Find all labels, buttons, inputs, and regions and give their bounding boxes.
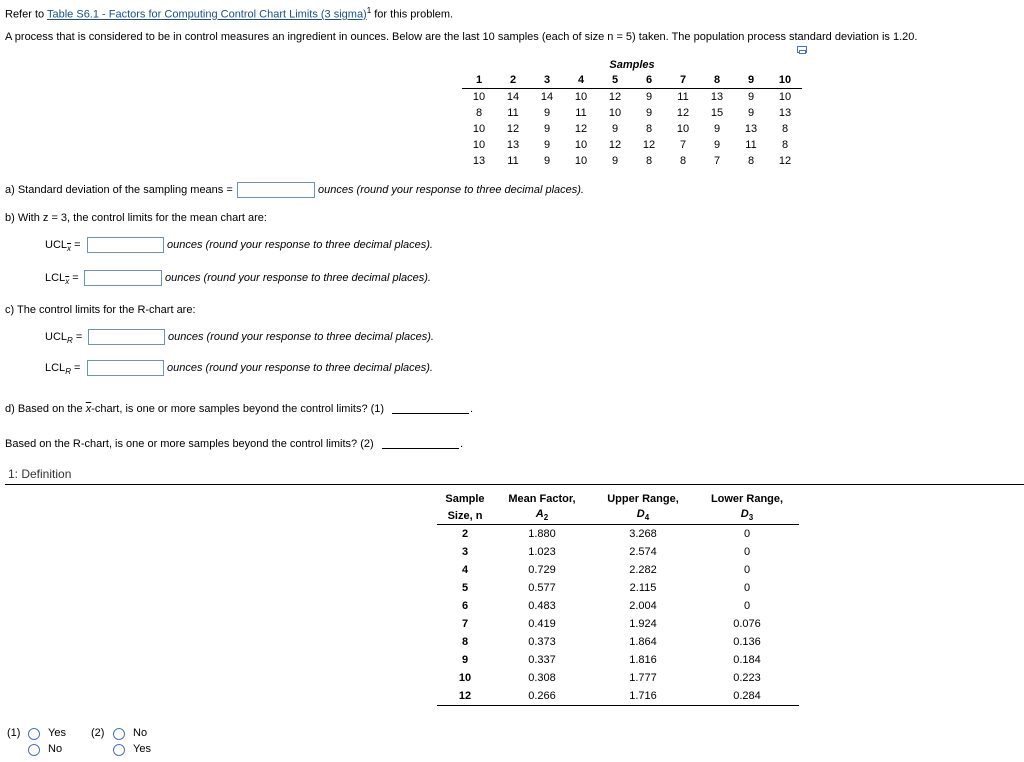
question-a-suffix: ounces (round your response to three decimal places).	[318, 184, 584, 196]
sample-cell: 10	[676, 123, 690, 135]
sample-cell: 9	[611, 155, 619, 167]
factor-header-top: Lower Range,	[710, 492, 784, 505]
sample-row	[462, 137, 802, 153]
sample-cell: 10	[574, 139, 588, 151]
ucl-r-label: $UCL_R$ =	[45, 331, 83, 346]
factor-header-bottom: $A_2$	[493, 507, 591, 525]
factor-row	[437, 669, 799, 687]
lcl-x-label: $LCL_{\overline{x}}$ =	[45, 272, 79, 287]
sample-cell: 9	[543, 107, 551, 119]
sample-header: 1	[462, 72, 496, 89]
lcl-r-input[interactable]	[87, 360, 164, 376]
sample-cell: 12	[608, 91, 622, 103]
lcl-x-suffix: ounces (round your response to three decimal places).	[165, 272, 431, 284]
table-link[interactable]: Table S6.1 - Factors for Computing Control Chart Limits (3 sigma)	[47, 8, 367, 21]
factor-header-bottom: $D_3$	[695, 507, 799, 525]
sample-header: 4	[564, 72, 598, 89]
sample-cell: 10	[574, 91, 588, 103]
sample-cell: 10	[574, 155, 588, 167]
samples-title: Samples	[609, 59, 655, 71]
factor-cell: 5	[461, 582, 469, 594]
sample-cell: 13	[710, 91, 724, 103]
sample-cell: 11	[507, 107, 519, 119]
q2-radio-yes[interactable]	[113, 744, 125, 756]
sample-cell: 9	[543, 139, 551, 151]
question-d2-label: Based on the R-chart, is one or more samples beyond the control limits? (2)	[5, 438, 374, 450]
factor-cell: 0.184	[733, 654, 761, 666]
sample-cell: 12	[676, 107, 690, 119]
sample-header: 6	[632, 72, 666, 89]
sample-cell: 14	[506, 91, 520, 103]
sample-cell: 12	[574, 123, 588, 135]
ucl-r-suffix: ounces (round your response to three decimal places).	[168, 331, 434, 343]
question-d-label: d) Based on the $\overline{x}$-chart, is one or more samples beyond the control limits? (1)	[5, 403, 385, 415]
factor-row	[437, 615, 799, 633]
factor-header-top: Mean Factor,	[508, 492, 576, 505]
problem-text: A process that is considered to be in control measures an ingredient in ounces. Below are the last 10 samples (each of size n = 5) taken. The population process standard deviation is 1.20.	[5, 31, 918, 43]
sample-header: 5	[598, 72, 632, 89]
lcl-x-input[interactable]	[84, 270, 162, 286]
sample-header: 8	[700, 72, 734, 89]
std-dev-means-input[interactable]	[237, 182, 315, 198]
question-c-label: c) The control limits for the R-chart are:	[5, 304, 196, 316]
sample-cell: 8	[645, 123, 653, 135]
factor-header-bottom: $D_4$	[591, 507, 695, 525]
factor-cell: 0	[743, 546, 751, 558]
factor-cell: 1.023	[528, 546, 556, 558]
lcl-r-suffix: ounces (round your response to three decimal places).	[167, 362, 433, 374]
factor-cell: 3.268	[629, 528, 657, 540]
sample-cell: 8	[475, 107, 483, 119]
factor-cell: 0	[743, 582, 751, 594]
factor-cell: 2.574	[629, 546, 657, 558]
factor-row	[437, 651, 799, 669]
factor-cell: 10	[458, 672, 472, 684]
q1-option-no-label: No	[48, 743, 63, 755]
sample-cell: 12	[778, 155, 792, 167]
question-a-label: a) Standard deviation of the sampling means =	[5, 184, 233, 196]
intro-line: Refer to Table S6.1 - Factors for Computing Control Chart Limits (3 sigma)$^1$ for this problem.	[5, 6, 454, 21]
factor-cell: 1.924	[629, 618, 657, 630]
ucl-r-input[interactable]	[88, 329, 165, 345]
factor-cell: 0.577	[528, 582, 556, 594]
factor-row	[437, 525, 799, 544]
factor-cell: 6	[461, 600, 469, 612]
factor-cell: 0.266	[493, 687, 591, 706]
factor-cell: 0.419	[528, 618, 556, 630]
samples-table	[462, 58, 802, 169]
definition-divider	[5, 484, 1024, 485]
factor-cell: 2	[461, 528, 469, 540]
factor-cell: 1.864	[629, 636, 657, 648]
factor-header-bottom: Size, n	[437, 507, 493, 525]
sample-cell: 12	[642, 139, 656, 151]
sample-cell: 13	[506, 139, 520, 151]
sample-cell: 15	[710, 107, 724, 119]
factor-cell: 0.373	[528, 636, 556, 648]
factor-cell: 4	[461, 564, 469, 576]
sample-cell: 13	[744, 123, 758, 135]
sample-cell: 10	[472, 139, 486, 151]
answer-blank-2[interactable]	[382, 448, 459, 449]
sample-cell: 9	[645, 107, 653, 119]
sample-cell: 8	[781, 139, 789, 151]
sample-cell: 8	[679, 155, 687, 167]
sample-cell: 8	[781, 123, 789, 135]
factors-table	[437, 490, 799, 706]
q2-options-label: (2)	[91, 727, 105, 739]
sample-row	[462, 153, 802, 169]
sample-cell: 10	[608, 107, 622, 119]
lcl-r-label: $LCL_R$ =	[45, 362, 81, 377]
sample-header: 9	[734, 72, 768, 89]
sample-cell: 12	[506, 123, 520, 135]
factor-cell: 1.816	[629, 654, 657, 666]
sample-cell: 9	[713, 139, 721, 151]
factor-cell: 0.223	[733, 672, 761, 684]
sample-cell: 9	[645, 91, 653, 103]
ucl-x-suffix: ounces (round your response to three decimal places).	[167, 239, 433, 251]
factor-cell: 0	[743, 564, 751, 576]
sample-row	[462, 89, 802, 106]
factor-cell: 0.284	[695, 687, 799, 706]
sample-cell: 7	[713, 155, 721, 167]
sample-cell: 10	[472, 91, 486, 103]
q1-radio-no[interactable]	[28, 744, 40, 756]
factor-cell: 0.337	[528, 654, 556, 666]
factor-cell: 2.282	[629, 564, 657, 576]
factor-header-top: Upper Range,	[607, 492, 679, 505]
sample-cell: 9	[543, 123, 551, 135]
factor-cell: 1.777	[629, 672, 657, 684]
q2-option-no-label: No	[133, 727, 148, 739]
factor-cell: 0	[743, 528, 751, 540]
sample-cell: 9	[543, 155, 551, 167]
sample-cell: 10	[472, 123, 486, 135]
sample-cell: 9	[611, 123, 619, 135]
ucl-x-label: $UCL_{\overline{x}}$ =	[45, 239, 81, 254]
q2-option-yes-label: Yes	[133, 743, 151, 755]
factor-cell: 0.308	[528, 672, 556, 684]
sample-row	[462, 121, 802, 137]
sample-cell: 12	[608, 139, 622, 151]
sample-cell: 9	[747, 107, 755, 119]
factor-cell: 0	[743, 600, 751, 612]
factor-cell: 7	[461, 618, 469, 630]
factor-cell: 0.136	[733, 636, 761, 648]
q1-options-label: (1)	[7, 727, 21, 739]
sample-cell: 11	[677, 91, 689, 103]
sample-cell: 10	[778, 91, 792, 103]
sample-cell: 8	[645, 155, 653, 167]
sample-cell: 8	[747, 155, 755, 167]
factor-cell: 9	[461, 654, 469, 666]
sample-cell: 9	[747, 91, 755, 103]
ucl-x-input[interactable]	[87, 237, 164, 253]
factor-cell: 1.880	[528, 528, 556, 540]
sample-header: 7	[666, 72, 700, 89]
sample-header: 10	[768, 72, 802, 89]
factor-cell: 8	[461, 636, 469, 648]
factor-cell: 2.115	[629, 582, 657, 594]
sample-cell: 11	[745, 139, 757, 151]
factor-row	[437, 579, 799, 597]
factor-row	[437, 561, 799, 579]
sample-cell: 7	[679, 139, 687, 151]
q1-option-yes-label: Yes	[48, 727, 66, 739]
question-b-label: b) With z = 3, the control limits for the mean chart are:	[5, 212, 267, 224]
factor-cell: 12	[437, 687, 493, 706]
factor-cell: 0.729	[528, 564, 556, 576]
answer-blank-1[interactable]	[392, 413, 469, 414]
sample-cell: 13	[472, 155, 486, 167]
sample-cell: 11	[507, 155, 519, 167]
factor-row	[437, 687, 799, 706]
factor-row	[437, 597, 799, 615]
sample-cell: 11	[575, 107, 587, 119]
factor-cell: 0.483	[528, 600, 556, 612]
factor-cell: 3	[461, 546, 469, 558]
sample-header: 3	[530, 72, 564, 89]
sample-cell: 14	[540, 91, 554, 103]
sample-cell: 9	[713, 123, 721, 135]
sample-header: 2	[496, 72, 530, 89]
factor-row	[437, 633, 799, 651]
q2-radio-no[interactable]	[113, 728, 125, 740]
factor-row	[437, 543, 799, 561]
expand-icon[interactable]	[797, 46, 808, 55]
q1-radio-yes[interactable]	[28, 728, 40, 740]
factor-cell: 2.004	[629, 600, 657, 612]
sample-cell: 13	[778, 107, 792, 119]
factor-cell: 0.076	[733, 618, 761, 630]
sample-row	[462, 105, 802, 121]
factor-header-top: Sample	[445, 492, 485, 505]
definition-label: 1: Definition	[8, 467, 72, 481]
factor-cell: 1.716	[591, 687, 695, 706]
